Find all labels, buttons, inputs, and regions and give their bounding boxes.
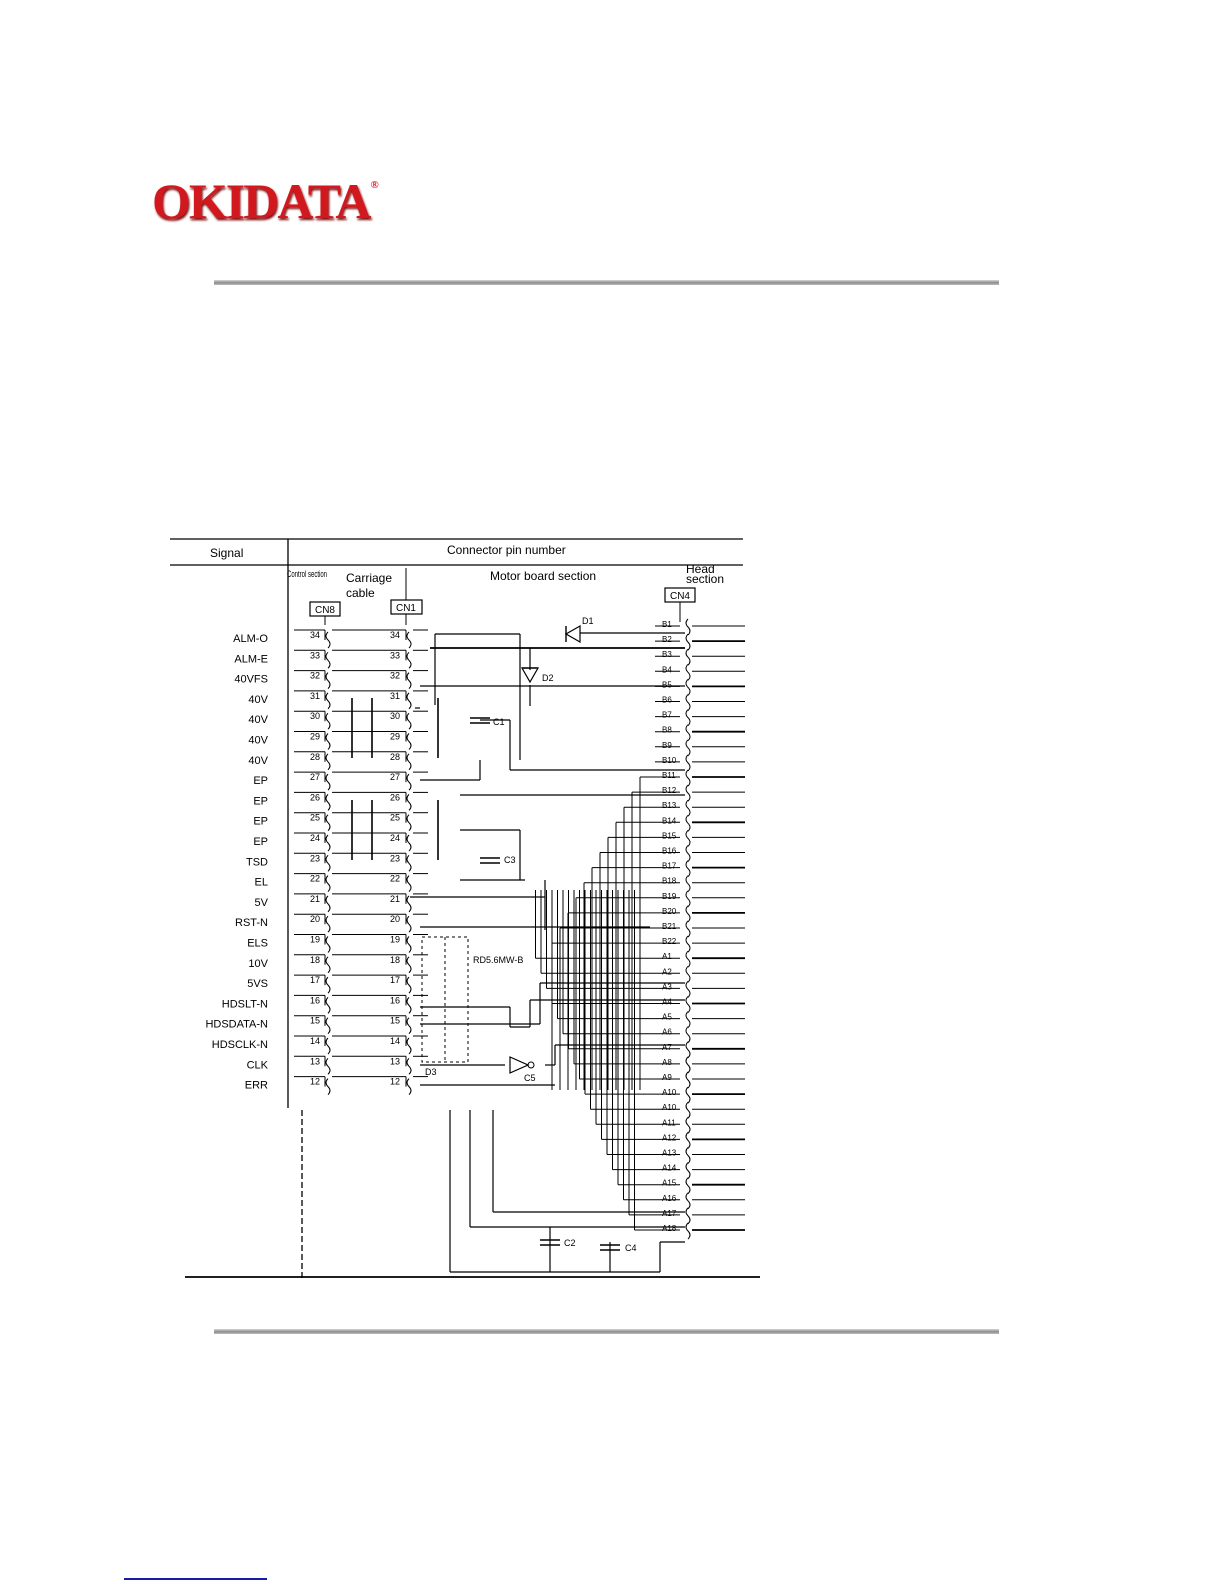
signal-row bbox=[247, 935, 428, 953]
head-pin-row bbox=[655, 1193, 745, 1209]
head-pin: B18 bbox=[662, 876, 677, 886]
carriage-pin: 22 bbox=[390, 873, 401, 884]
signal-row bbox=[255, 874, 428, 892]
head-pin: A10 bbox=[662, 1088, 677, 1098]
bottom-link-underline[interactable] bbox=[124, 1578, 267, 1580]
head-pin: B5 bbox=[662, 680, 672, 690]
carriage-pin: 27 bbox=[390, 772, 401, 783]
head-pin: B15 bbox=[662, 831, 677, 841]
control-pin: 19 bbox=[310, 934, 321, 945]
head-pin-row bbox=[655, 876, 745, 892]
head-pin-row bbox=[655, 966, 745, 982]
carriage-pin: 34 bbox=[390, 630, 401, 640]
control-pin: 34 bbox=[310, 630, 321, 640]
head-pin-row bbox=[655, 1178, 745, 1194]
carriage-pin: 24 bbox=[390, 833, 401, 843]
signal-row bbox=[248, 732, 428, 750]
head-pin: B2 bbox=[662, 635, 672, 645]
head-pin: A14 bbox=[662, 1163, 677, 1173]
signal-label: EP bbox=[253, 795, 268, 808]
head-pin: B8 bbox=[662, 725, 672, 735]
okidata-logo: OKIDATA® bbox=[152, 173, 379, 229]
head-pin-row bbox=[655, 770, 745, 786]
motor-wiring bbox=[410, 633, 685, 1272]
signal-row bbox=[253, 833, 428, 851]
head-pin: B19 bbox=[662, 891, 677, 901]
carriage-pin: 17 bbox=[390, 975, 401, 986]
signal-row bbox=[234, 650, 428, 668]
control-pin: 14 bbox=[310, 1036, 321, 1046]
head-label-2: section bbox=[686, 572, 725, 586]
svg-text:CN1: CN1 bbox=[395, 603, 417, 614]
signal-label: 40V bbox=[248, 734, 268, 747]
head-pin: A9 bbox=[662, 1073, 672, 1082]
head-pin-row bbox=[655, 1012, 745, 1028]
head-pin-row bbox=[655, 846, 745, 862]
head-pin-row bbox=[655, 815, 745, 831]
head-pin-row bbox=[655, 755, 745, 771]
control-pin: 31 bbox=[310, 690, 321, 701]
capacitor-c1 bbox=[470, 717, 505, 727]
svg-text:C2: C2 bbox=[564, 1238, 576, 1248]
wiring-diagram bbox=[160, 530, 770, 1285]
head-pin-row bbox=[655, 1042, 745, 1058]
head-pin-row bbox=[655, 951, 745, 967]
svg-text:C1: C1 bbox=[493, 717, 505, 727]
carriage-pin: 16 bbox=[390, 995, 401, 1006]
head-pin: B1 bbox=[662, 620, 672, 629]
head-pin: A11 bbox=[662, 1118, 676, 1128]
head-pin-row bbox=[655, 740, 745, 756]
connector-cn4 bbox=[665, 588, 695, 602]
head-pin: B7 bbox=[662, 710, 672, 720]
carriage-pin: 26 bbox=[390, 792, 401, 803]
bottom-divider bbox=[214, 1329, 999, 1334]
head-pin: B6 bbox=[662, 695, 672, 705]
control-pin: 17 bbox=[310, 975, 321, 986]
head-pin: A5 bbox=[662, 1012, 672, 1022]
head-pin-row bbox=[655, 1132, 745, 1148]
head-pin-row bbox=[655, 1208, 745, 1224]
carriage-pin: 25 bbox=[390, 812, 401, 823]
head-pin: A10 bbox=[662, 1103, 677, 1113]
signal-label: 40V bbox=[248, 693, 268, 706]
head-pin-row bbox=[655, 997, 745, 1013]
carriage-pin: 20 bbox=[390, 914, 401, 925]
capacitor-c4 bbox=[600, 1243, 637, 1253]
head-pin-row bbox=[655, 649, 745, 665]
ic-outline bbox=[422, 937, 468, 1062]
head-pin-row bbox=[655, 1027, 745, 1043]
carriage-pin: 23 bbox=[390, 853, 401, 864]
head-pin: B12 bbox=[662, 786, 677, 796]
capacitor-c2 bbox=[540, 1238, 576, 1248]
signal-row bbox=[233, 630, 428, 648]
head-pin-row bbox=[655, 1057, 745, 1073]
signal-row bbox=[205, 1016, 428, 1034]
control-pin: 22 bbox=[310, 873, 321, 884]
head-pin: A6 bbox=[662, 1027, 672, 1037]
diode-d3-label: D3 bbox=[425, 1067, 437, 1077]
control-pin: 27 bbox=[310, 772, 321, 783]
head-pin: A1 bbox=[662, 952, 672, 962]
head-pin: B21 bbox=[662, 922, 677, 931]
carriage-pin: 33 bbox=[390, 650, 401, 661]
carriage-pin: 31 bbox=[390, 690, 401, 701]
head-pin: B9 bbox=[662, 740, 672, 750]
signal-row bbox=[248, 752, 428, 770]
control-pin: 30 bbox=[310, 711, 321, 722]
carriage-pin: 18 bbox=[390, 954, 401, 965]
control-pin: 20 bbox=[310, 914, 321, 925]
head-pin: A4 bbox=[662, 997, 672, 1007]
head-pin-row bbox=[655, 785, 745, 801]
signal-row bbox=[222, 995, 428, 1013]
head-pin-row bbox=[655, 725, 745, 741]
control-pin: 23 bbox=[310, 853, 321, 864]
svg-text:C4: C4 bbox=[625, 1243, 637, 1253]
carriage-pin: 29 bbox=[390, 731, 401, 742]
inverter-c5 bbox=[510, 1057, 536, 1083]
head-pin: B17 bbox=[662, 861, 677, 871]
signal-label: TSD bbox=[246, 856, 268, 869]
signal-label: 5V bbox=[254, 896, 268, 909]
signal-label: 40V bbox=[248, 754, 268, 767]
control-pin: 28 bbox=[310, 751, 321, 762]
signal-label: EP bbox=[253, 836, 268, 848]
signal-label: ELS bbox=[247, 937, 268, 950]
head-pin-row bbox=[655, 1102, 745, 1118]
signal-label: 10V bbox=[248, 957, 268, 970]
carriage-pin: 12 bbox=[390, 1076, 401, 1087]
top-divider bbox=[214, 280, 999, 285]
head-pin: A17 bbox=[662, 1208, 677, 1218]
head-pin: B3 bbox=[662, 650, 672, 660]
svg-text:CN4: CN4 bbox=[669, 591, 691, 602]
control-pin: 24 bbox=[310, 833, 321, 843]
head-pin-row bbox=[655, 1223, 745, 1239]
svg-text:C5: C5 bbox=[524, 1073, 536, 1083]
head-pin: A16 bbox=[662, 1193, 677, 1203]
signal-label: HDSCLK-N bbox=[211, 1039, 268, 1051]
diode-d1 bbox=[566, 616, 594, 642]
head-pin-row bbox=[655, 921, 745, 937]
signal-row bbox=[245, 1077, 428, 1095]
signal-label: ERR bbox=[244, 1079, 268, 1092]
head-pin: A18 bbox=[662, 1224, 677, 1233]
ic-label: RD5.6MW-B bbox=[473, 955, 524, 965]
head-pin: A2 bbox=[662, 967, 672, 977]
control-pin: 32 bbox=[310, 670, 321, 681]
head-pin: A15 bbox=[662, 1178, 677, 1188]
svg-text:D1: D1 bbox=[582, 616, 594, 626]
head-pin: B22 bbox=[662, 937, 677, 947]
head-pin: B13 bbox=[662, 801, 677, 811]
head-pin-row bbox=[655, 710, 745, 726]
carriage-pin: 30 bbox=[390, 711, 401, 722]
svg-text:C3: C3 bbox=[504, 855, 516, 865]
head-pin-row bbox=[655, 891, 745, 907]
head-pin: B11 bbox=[662, 771, 676, 780]
head-pin-row bbox=[655, 1163, 745, 1179]
carriage-pin: 32 bbox=[390, 670, 401, 681]
head-pin: B20 bbox=[662, 906, 677, 916]
carriage-pin: 15 bbox=[390, 1015, 401, 1026]
signal-row bbox=[253, 772, 428, 790]
signal-label: EL bbox=[254, 876, 268, 889]
signal-row bbox=[248, 691, 428, 709]
head-pin-row bbox=[655, 830, 745, 846]
head-pin-row bbox=[655, 981, 745, 997]
signal-row bbox=[253, 792, 428, 810]
head-pin: B16 bbox=[662, 846, 677, 856]
head-pin: B10 bbox=[662, 755, 677, 765]
head-label-1: Head bbox=[686, 562, 715, 576]
head-pin: A8 bbox=[662, 1057, 672, 1067]
head-pin-row bbox=[655, 906, 745, 922]
control-pin: 15 bbox=[310, 1015, 321, 1026]
carriage-pin: 14 bbox=[390, 1036, 401, 1046]
signal-row bbox=[247, 1056, 428, 1074]
svg-text:D2: D2 bbox=[542, 673, 554, 683]
carriage-pin: 19 bbox=[390, 934, 401, 945]
signal-row bbox=[248, 955, 428, 973]
signal-label: 5VS bbox=[247, 978, 268, 991]
signal-label: HDSLT-N bbox=[221, 998, 268, 1011]
svg-text:CN8: CN8 bbox=[314, 605, 336, 616]
signal-label: HDSDATA-N bbox=[205, 1018, 268, 1031]
control-pin: 26 bbox=[310, 792, 321, 803]
signal-row bbox=[234, 671, 428, 689]
control-pin: 16 bbox=[310, 995, 321, 1006]
control-pin: 13 bbox=[310, 1056, 321, 1067]
carriage-pin: 21 bbox=[390, 893, 401, 904]
capacitor-c3 bbox=[480, 855, 516, 865]
control-pin: 12 bbox=[310, 1076, 321, 1087]
head-pin: B14 bbox=[662, 816, 677, 826]
carriage-pin: 28 bbox=[390, 751, 401, 762]
head-pin-row bbox=[655, 1117, 745, 1133]
head-pin-row bbox=[655, 1148, 745, 1164]
signal-row bbox=[212, 1036, 428, 1054]
signal-row bbox=[247, 975, 428, 993]
head-pin-row bbox=[655, 695, 745, 711]
connector-cn8 bbox=[310, 602, 340, 616]
connector-cn1 bbox=[391, 600, 422, 614]
control-pin: 18 bbox=[310, 954, 321, 965]
head-pin: A12 bbox=[662, 1133, 677, 1143]
head-fanout-lines bbox=[536, 777, 656, 1230]
signal-row bbox=[248, 711, 428, 729]
motor-board-label: Motor board section bbox=[490, 569, 597, 583]
diode-d2 bbox=[522, 668, 554, 683]
signal-row bbox=[253, 813, 428, 831]
control-pin: 21 bbox=[310, 893, 321, 904]
signal-row bbox=[235, 914, 428, 932]
control-section-label: Control section bbox=[287, 569, 327, 579]
signal-label: RST-N bbox=[235, 917, 268, 930]
carriage-label-1: Carriage bbox=[346, 571, 393, 585]
signal-label: 40V bbox=[248, 714, 268, 727]
control-pin: 25 bbox=[310, 812, 321, 823]
signal-label: EP bbox=[253, 775, 268, 788]
head-pin: A13 bbox=[662, 1148, 677, 1158]
signal-row bbox=[246, 853, 428, 871]
signal-label: 40VFS bbox=[234, 673, 268, 686]
control-pin: 29 bbox=[310, 731, 321, 742]
signal-label: CLK bbox=[246, 1059, 268, 1072]
head-pin-row bbox=[655, 1087, 745, 1103]
head-pin-row bbox=[655, 664, 745, 680]
head-pin-row bbox=[655, 800, 745, 816]
head-pin: B4 bbox=[662, 665, 672, 675]
head-pin: A7 bbox=[662, 1042, 672, 1052]
signal-label: EP bbox=[253, 815, 268, 828]
head-pin-row bbox=[655, 1072, 745, 1088]
head-pin-row bbox=[655, 679, 745, 695]
signal-header: Signal bbox=[210, 546, 244, 560]
control-pin: 33 bbox=[310, 650, 321, 661]
head-pin-row bbox=[655, 861, 745, 877]
connector-header: Connector pin number bbox=[447, 543, 566, 557]
signal-label: ALM-O bbox=[233, 633, 268, 645]
head-pin: A3 bbox=[662, 982, 672, 992]
signal-label: ALM-E bbox=[234, 653, 268, 666]
head-pin-row bbox=[655, 936, 745, 952]
carriage-pin: 13 bbox=[390, 1056, 401, 1067]
carriage-label-2: cable bbox=[346, 586, 375, 600]
signal-row bbox=[255, 894, 428, 912]
